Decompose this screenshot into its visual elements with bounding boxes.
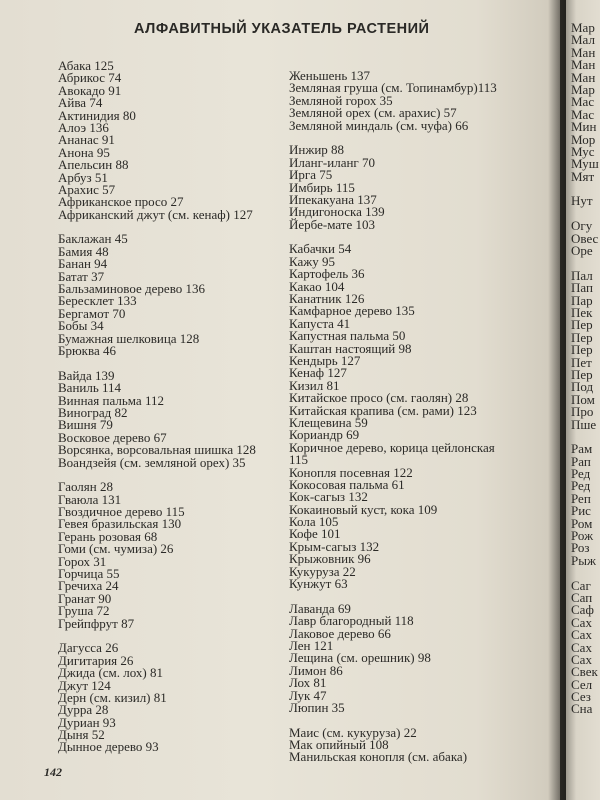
index-entry: Апельсин 88: [58, 157, 129, 173]
index-entry: Гоми (см. чумиза) 26: [58, 541, 174, 557]
index-entry: Сах: [571, 627, 592, 643]
index-entry: Арахис 57: [58, 181, 116, 197]
index-entry: Пер: [571, 366, 593, 382]
index-entry: Лаковое дерево 66: [289, 625, 391, 641]
index-entry: Женьшень 137: [289, 68, 371, 83]
index-entry: Саф: [571, 602, 594, 618]
index-entry: Коричное дерево, корица цейлонская: [289, 439, 495, 455]
index-entry: Кенаф 127: [289, 365, 347, 381]
index-entry: Вайда 139: [58, 367, 115, 383]
index-entry: Мят: [571, 168, 595, 184]
index-entry: Под: [571, 379, 594, 395]
index-entry: Лимон 86: [289, 662, 343, 678]
index-entry: Индигоноска 139: [289, 204, 385, 220]
index-entry: Пше: [571, 416, 597, 432]
index-entry: Кола 105: [289, 514, 339, 530]
index-entry: Горчица 55: [58, 566, 120, 582]
index-entry: Сах: [571, 614, 592, 630]
index-entry: Груша 72: [58, 603, 110, 619]
index-entry: Дерн (см. кизил) 81: [58, 689, 167, 705]
index-entry: Китайское просо (см. гаолян) 28: [289, 390, 469, 406]
index-entry: Маис (см. кукуруза) 22: [289, 724, 417, 740]
index-entry: Джут 124: [58, 677, 111, 693]
index-entry: Ваниль 114: [58, 380, 122, 396]
index-entry: Крыжовник 96: [289, 551, 371, 567]
index-entry: Алоэ 136: [58, 119, 109, 135]
index-entry: Африканское просо 27: [58, 194, 184, 210]
index-entry: Свек: [571, 664, 598, 680]
index-entry: Лох 81: [289, 675, 327, 691]
index-entry: Сна: [571, 701, 593, 717]
index-entry: Рис: [571, 503, 591, 519]
index-entry: Бобы 34: [58, 318, 104, 334]
index-entry: Клещевина 59: [289, 414, 368, 430]
index-entry: Бальзаминовое дерево 136: [58, 281, 205, 297]
index-entry: Мин: [571, 119, 597, 135]
index-entry: Какао 104: [289, 278, 345, 294]
index-entry: Лук 47: [289, 687, 327, 703]
index-entry: Рап: [571, 453, 591, 469]
index-entry: Арбуз 51: [58, 169, 108, 185]
index-entry: Ред: [571, 478, 591, 494]
index-entry: Земляная груша (см. Топинамбур)113: [289, 80, 497, 96]
index-entry: Картофель 36: [289, 266, 365, 282]
facing-page: [566, 0, 600, 800]
index-entry: Сел: [571, 676, 593, 692]
index-entry: Ман: [571, 69, 596, 85]
index-entry: Земляной миндаль (см. чуфа) 66: [289, 117, 469, 133]
index-entry: Гваюла 131: [58, 491, 122, 507]
index-entry: Лещина (см. орешник) 98: [289, 650, 431, 666]
index-entry: Джида (см. лох) 81: [58, 665, 164, 681]
index-entry: Овес: [571, 230, 599, 246]
index-entry: Инжир 88: [289, 142, 345, 158]
index-entry: Муш: [571, 156, 599, 172]
index-entry: Брюква 46: [58, 342, 116, 358]
index-entry: Земляной орех (см. арахис) 57: [289, 105, 457, 121]
index-entry: Мар: [571, 81, 595, 97]
index-entry: Баклажан 45: [58, 231, 128, 247]
index-entry: Пер: [571, 342, 593, 358]
index-entry: Мал: [571, 32, 595, 48]
index-entry: Воандзейя (см. земляной орех) 35: [58, 454, 246, 470]
index-entry: Пер: [571, 317, 593, 333]
index-entry: Земляной горох 35: [289, 92, 393, 108]
index-entry: Каштан настоящий 98: [289, 340, 412, 356]
index-entry: Канатник 126: [289, 291, 365, 307]
index-entry: Лаванда 69: [289, 600, 351, 616]
index-entry: Дыня 52: [58, 727, 105, 743]
index-entry: Пал: [571, 267, 593, 283]
index-entry: Авокадо 91: [58, 82, 122, 98]
index-entry: Ман: [571, 44, 596, 60]
index-entry: Камфарное дерево 135: [289, 303, 415, 319]
index-column-right-cut: [571, 22, 599, 716]
index-entry: Абака 125: [58, 58, 114, 73]
index-entry: Пек: [571, 304, 593, 320]
index-entry: Дуриан 93: [58, 714, 116, 730]
index-entry: Бамия 48: [58, 243, 109, 259]
page-title: АЛФАВИТНЫЙ УКАЗАТЕЛЬ РАСТЕНИЙ: [134, 21, 430, 37]
index-entry: Капуста 41: [289, 315, 351, 331]
index-entry: Ром: [571, 515, 593, 531]
index-entry: Йербе-мате 103: [289, 216, 375, 232]
index-entry: Гречиха 24: [58, 578, 119, 594]
index-entry: Китайская крапива (см. рами) 123: [289, 402, 477, 418]
index-entry: Бумажная шелковица 128: [58, 330, 200, 346]
index-entry: Ред: [571, 466, 591, 482]
index-entry: Дагусса 26: [58, 640, 119, 656]
index-entry: Лавр благородный 118: [289, 613, 414, 629]
index-entry: Горох 31: [58, 553, 107, 569]
index-entry: Мак опийный 108: [289, 737, 389, 753]
index-entry: Пар: [571, 292, 593, 308]
index-entry: Сап: [571, 589, 593, 605]
index-entry: Кокосовая пальма 61: [289, 476, 405, 492]
index-entry: Кокаиновый куст, кока 109: [289, 501, 438, 517]
index-entry: Иланг-иланг 70: [289, 154, 376, 170]
index-entry: Дынное дерево 93: [58, 739, 159, 755]
index-entry: 115: [289, 452, 309, 468]
index-entry: Лен 121: [289, 637, 334, 653]
index-entry: Ипекакуана 137: [289, 191, 377, 207]
index-entry: Кунжут 63: [289, 576, 348, 592]
index-column-left: [58, 60, 256, 754]
index-entry: Дигитария 26: [58, 652, 134, 668]
index-entry: Ирга 75: [289, 167, 333, 183]
page-number: 142: [44, 765, 62, 779]
index-entry: Ананас 91: [58, 132, 115, 148]
index-entry: Кориандр 69: [289, 427, 360, 443]
index-entry: Мар: [571, 20, 595, 35]
index-entry: Мас: [571, 106, 595, 122]
index-entry: Пом: [571, 391, 595, 407]
index-entry: Герань розовая 68: [58, 528, 158, 544]
index-entry: Имбирь 115: [289, 179, 355, 195]
index-entry: Грейпфрут 87: [58, 615, 135, 631]
index-entry: Конопля посевная 122: [289, 464, 413, 480]
index-entry: Гвоздичное дерево 115: [58, 504, 185, 520]
index-entry: Мус: [571, 143, 595, 159]
index-entry: Бергамот 70: [58, 305, 126, 321]
index-entry: Актинидия 80: [58, 107, 136, 123]
index-entry: Бересклет 133: [58, 293, 137, 309]
index-entry: Гевея бразильская 130: [58, 516, 182, 532]
index-entry: Саг: [571, 577, 591, 593]
index-entry: Кок-сагыз 132: [289, 489, 368, 505]
index-entry: Анона 95: [58, 144, 110, 160]
index-entry: Кукуруза 22: [289, 563, 356, 579]
index-entry: Нут: [571, 193, 593, 209]
index-entry: Банан 94: [58, 256, 108, 272]
index-entry: Люпин 35: [289, 699, 345, 715]
index-entry: Пер: [571, 329, 593, 345]
index-entry: Мас: [571, 94, 595, 110]
index-column-middle: [289, 70, 497, 764]
index-entry: Батат 37: [58, 268, 105, 284]
index-entry: Рам: [571, 441, 593, 457]
index-entry: Сез: [571, 689, 591, 705]
index-entry: Ворсянка, ворсовальная шишка 128: [58, 442, 256, 458]
index-entry: Рыж: [571, 552, 596, 568]
index-entry: Сах: [571, 639, 592, 655]
index-entry: Гранат 90: [58, 590, 112, 606]
index-entry: Огу: [571, 218, 593, 234]
index-entry: Винная пальма 112: [58, 392, 164, 408]
index-entry: Гаолян 28: [58, 479, 113, 495]
index-entry: Реп: [571, 490, 591, 506]
index-entry: Про: [571, 404, 594, 420]
index-entry: Виноград 82: [58, 404, 128, 420]
index-entry: Абрикос 74: [58, 70, 122, 86]
index-entry: Крым-сагыз 132: [289, 538, 380, 554]
index-entry: Капустная пальма 50: [289, 328, 406, 344]
index-entry: Кажу 95: [289, 253, 336, 269]
index-entry: Манильская конопля (см. абака): [289, 749, 468, 765]
index-entry: Ман: [571, 57, 596, 73]
index-entry: Мор: [571, 131, 596, 147]
index-entry: Африканский джут (см. кенаф) 127: [58, 206, 253, 222]
index-entry: Кофе 101: [289, 526, 341, 542]
index-entry: Айва 74: [58, 95, 103, 111]
index-entry: Сах: [571, 651, 592, 667]
index-entry: Дурра 28: [58, 702, 109, 718]
index-entry: Кизил 81: [289, 377, 340, 393]
index-entry: Рож: [571, 528, 594, 544]
index-entry: Пет: [571, 354, 592, 370]
index-entry: Вишня 79: [58, 417, 113, 433]
index-entry: Кендырь 127: [289, 352, 361, 368]
index-entry: Роз: [571, 540, 590, 556]
index-entry: Пап: [571, 280, 593, 296]
index-entry: Кабачки 54: [289, 241, 352, 257]
index-entry: Оре: [571, 243, 593, 259]
index-entry: Восковое дерево 67: [58, 429, 167, 445]
